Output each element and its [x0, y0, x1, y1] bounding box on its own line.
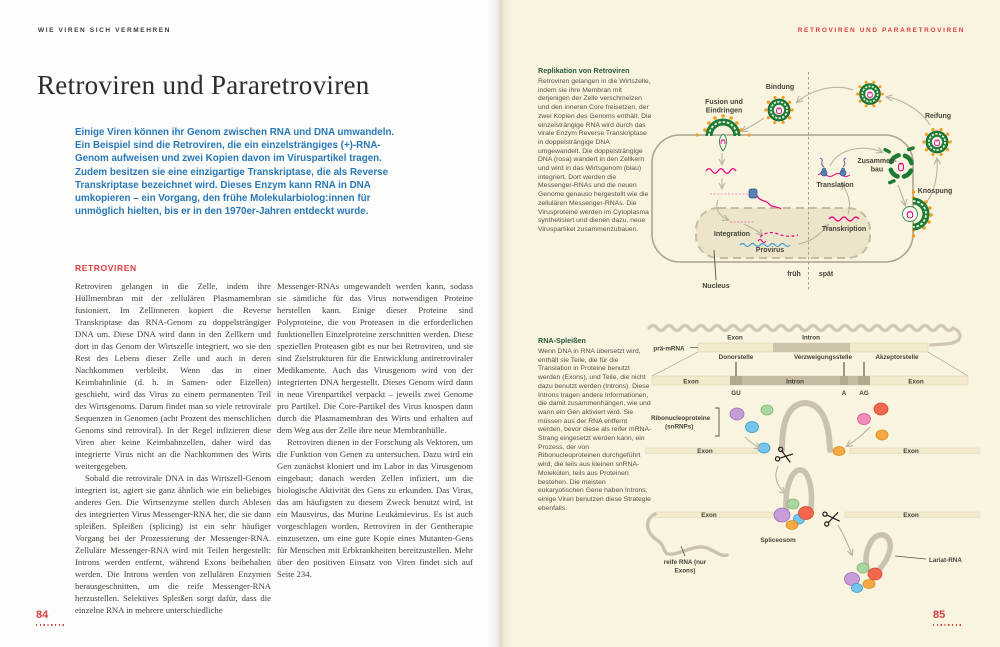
page-number-left: 84	[36, 609, 66, 626]
label-exon-row2-left: Exon	[697, 448, 713, 455]
label-binding: Bindung	[765, 84, 795, 91]
section-heading: RETROVIREN	[75, 263, 137, 273]
label-exon-left: Exon	[683, 378, 699, 386]
zoom-line-left	[652, 352, 698, 376]
label-exon-bar1: Exon	[727, 334, 743, 342]
label-exon-row3-left: Exon	[701, 512, 717, 519]
page-title: Retroviren und Pararetroviren	[37, 70, 370, 100]
label-assembly-2: bau	[870, 166, 884, 174]
label-intron-bar2: Intron	[786, 378, 804, 386]
label-fusion-2: Eindringen	[705, 107, 743, 115]
virus-budding	[903, 200, 933, 230]
sidebar-text: Retroviren gelangen in die Wirtszelle, indem sie ihre Membran mit derjenigen der Zelle verschmelzen und den inneren Core freisetzen, der zwei Kopien des Genoms enthält. Die einzelsträngige RNA wird durch das virale Enzym Reverse Transkriptase in doppelsträngige DNA umgewandelt. Die doppelsträngige DNA (rosa) wandert in den Zellkern und wird in das Wirtsgenom (blau) integriert. Dort werden die Messenger-RNAs und die neuen Genome genauso hergestellt wie die zellulären Messenger-RNAs. Die Virusproteine werden im Cytoplasma synthetisiert und dienen dazu, neue Viruspartikel zusammenzubauen.	[538, 78, 652, 233]
label-translation: Translation	[816, 182, 854, 189]
label-budding: Knospung	[917, 188, 953, 195]
label-exon-row2-right: Exon	[903, 448, 919, 455]
sidebar-replication	[538, 66, 652, 235]
translation-ribosomes	[818, 158, 850, 177]
running-head-right: RETROVIREN UND PARARETROVIREN	[797, 27, 965, 34]
pre-mrna-bar	[690, 343, 928, 352]
diagram-replication	[648, 54, 980, 302]
page-right	[500, 0, 1000, 647]
label-nucleus: Nucleus	[702, 283, 730, 290]
splicing-step-1	[645, 403, 980, 465]
label-integration: Integration	[713, 231, 751, 238]
virus-particle-binding	[764, 96, 794, 124]
splicing-step-2	[648, 470, 980, 556]
virus-particle-maturing	[922, 128, 952, 156]
reverse-transcription	[710, 189, 781, 209]
running-head-left: WIE VIREN SICH VERMEHREN	[38, 27, 172, 34]
page-number-dots	[36, 624, 66, 626]
label-intron-bar1: Intron	[802, 334, 820, 342]
label-fusion-1: Fusion und	[705, 99, 743, 106]
viral-rna	[706, 169, 736, 174]
lariat-complex	[845, 535, 927, 593]
label-branch-site: Verzweigungsstelle	[793, 354, 853, 361]
label-maturation: Reifung	[924, 113, 952, 120]
label-spliceosome: Spliceosom	[760, 537, 796, 544]
lariat-arrow	[838, 525, 852, 555]
label-snrnp-1: Ribonucleoproteine	[651, 415, 711, 422]
label-gu: GU	[731, 390, 741, 397]
intro-paragraph: Einige Viren können ihr Genom zwischen RNA und DNA umwandeln. Ein Beispiel sind die Retroviren, die ein einzelsträngiges (+)-RNA-Genom aufweisen und zwei Kopien davon im Viruspartikel tragen. Zudem besitzen sie eine einzigartige Transkriptase, die als Reverse Transkriptase bezeichnet wird. Dieses Enzym kann RNA in DNA umkopieren – ein Vorgang, den frühe Molekularbiolog:innen für unmöglich hielten, bis er in den 1970er-Jahren entdeckt wurde.	[75, 127, 395, 218]
label-exon-right: Exon	[908, 378, 924, 386]
sidebar-text: Wenn DNA in RNA übersetzt wird, enthält sie Teile, die für die Translation in Proteine benutzt werden (Exons), und Teile, die nicht dazu benutzt werden (Introns). Diese Introns tragen andere Informationen, die damit zusammenhängen, wie und wann ein Gen aktiviert wird. Sie müssen aus der RNA entfernt werden, bevor diese als reifer mRNA-Strang eingesetzt werden kann, ein Prozess, der von Ribonucleoproteinen durchgeführt wird, die teils aus kleinen snRNA-Molekülen, teils aus Proteinen bestehen. Die meisten eukaryotischen Gene haben Introns; einige Viren benutzen diese Strategie ebenfalls.	[538, 348, 652, 512]
zoom-line-right	[928, 352, 968, 376]
diagram-splicing	[645, 306, 980, 606]
label-provirus: Provirus	[755, 247, 785, 254]
step-arrow	[776, 466, 785, 493]
label-acceptor-site: Akzeptorstelle	[875, 354, 919, 361]
label-early: früh	[787, 271, 801, 278]
label-pre-mrna: prä-mRNA	[653, 345, 685, 353]
virus-particle-free	[856, 81, 884, 108]
label-snrnp-2: (snRNPs)	[665, 423, 694, 431]
snrnp-bracket	[715, 408, 719, 436]
virus-fusion-entry	[695, 114, 750, 151]
body-paragraph: Retroviren dienen in der Forschung als Vektoren, um die Funktion von Genen zu untersuchen. Dazu wird ein Gen zunächst kloniert und im Labor in das Virusgenom eingebaut; danach werden Zellen infiziert, um die biologische Aktivität des Gens zu erkunden. Das Virus, das am häufigsten zu diesem Zweck benutzt wird, ist ein Mausvirus, das Murine Leukämievirus. Es ist auch vorgeschlagen worden, Retroviren in der Gentherapie einzusetzen, um eine gute Kopie eines Mutanten-Gens für Menschen mit Erbkrankheiten bereitzustellen. Mehr über den positiven Einsatz von Viren findet sich auf Seite 234.	[277, 437, 473, 579]
label-donor-site: Donorstelle	[718, 354, 754, 361]
label-mature-rna-2: Exons)	[674, 567, 696, 575]
sidebar-heading: Replikation von Retroviren	[538, 66, 630, 75]
body-paragraph: Messenger-RNAs umgewandelt werden kann, sodass sie sämtliche für das Virus notwendigen Proteine herstellen kann. Einige dieser Proteine sind Polyproteine, die von Proteasen in die erforderlichen funktionellen Einzelproteine zerschnitten werden. Diese speziellen Proteasen gibt es nur bei Retroviren, und sie sind Zielstrukturen für die Entwicklung antiretroviraler Medikamente. Auch das Virusgenom wird von der integrierten DNA hergestellt. Dieses Genom wird dann in neue Virenpartikel verpackt – jeweils zwei Genome pro Partikel. Die Core-Partikel des Virus knospen dann durch die Plasmamembran des Wirts und erhalten auf dem Weg aus der Zelle ihre neue Membranhülle.	[277, 281, 473, 435]
page-number-dots	[933, 624, 963, 626]
body-paragraph: Retroviren gelangen in die Zelle, indem ihre Hüllmembran mit der zellulären Plasmamembran fusioniert. Im Zellinneren kopiert die Reverse Transkriptase das RNA-Genom zu doppelsträngiger DNA um. Diese DNA wird dann in den Zellkern und dort in das Genom der Wirtszelle integriert, wo sie den Rest des Lebens dieser Zelle und auch in deren Nachkommen verbleibt. Wenn das in einer Keimbahnlinie (d. h. in Samen- oder Eizellen) geschieht, wird das Virus zu einem permanenten Teil des Wirtsgenoms. Darum findet man so viele retrovirale Sequenzen in Genomen (acht Prozent des menschlichen Genoms sind retroviral). In der Regel infizieren diese Viren aber keine Keimbahnzellen, daher wird das integrierte Virus nicht an die Nachkommen des Wirts weitergegeben.	[75, 281, 271, 471]
label-ag: AG	[859, 390, 869, 397]
label-assembly-1: Zusammen-	[857, 158, 897, 165]
page-number-right: 85	[933, 609, 963, 626]
scissors-icon	[823, 510, 841, 527]
label-mature-rna-1: reife RNA (nur	[663, 559, 707, 566]
label-late: spät	[818, 271, 834, 278]
body-column-1	[75, 280, 271, 616]
sidebar-heading: RNA-Spleißen	[538, 336, 586, 345]
label-a: A	[841, 390, 847, 397]
body-paragraph: Sobald die retrovirale DNA in das Wirtszell-Genom integriert ist, agiert sie ganz ähnlich wie ein beliebiges anderes Gen. Die Wirtsenzyme stellen durch Ablesen des integrierten Virus Messenger-RNA her, die sie dann spleißen. Spleißen (splicing) ist ein sehr häufiger Vorgang bei der Prozessierung der Messenger-RNA. Zelluläre Messenger-RNA wird mit Teilen hergestellt: Introns werden entfernt, während Exons beibehalten werden. Die Introns werden von zellulären Enzymen herausgeschnitten, um die reife Messenger-RNA herzustellen. Selektives Spleißen sorgt dafür, dass die einzelne RNA in mehrere unterschiedliche	[75, 473, 271, 615]
label-transcription: Transkription	[821, 226, 867, 233]
label-lariat: Lariat-RNA	[929, 557, 962, 564]
sidebar-splicing	[538, 336, 652, 513]
body-column-2	[277, 280, 473, 580]
label-exon-row3-right: Exon	[903, 512, 919, 519]
